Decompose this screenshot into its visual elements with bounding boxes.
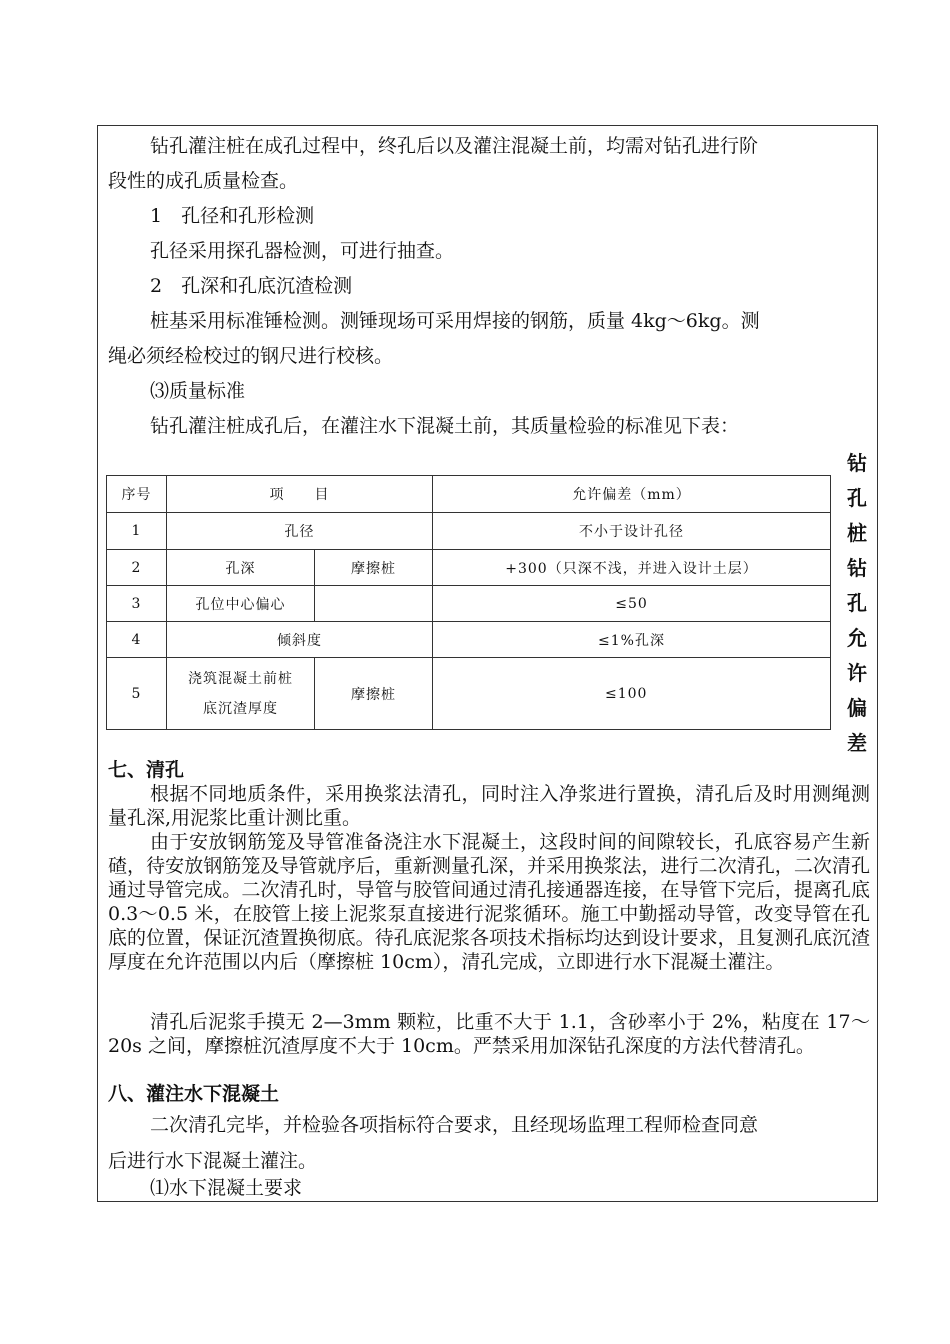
caption-char: 桩 [847, 521, 867, 545]
section8-subtitle: ⑴水下混凝土要求 [150, 1177, 303, 1199]
table-row [107, 658, 831, 730]
cell-item-line1: 浇筑混凝土前桩 [188, 670, 293, 687]
caption-char: 差 [847, 731, 867, 755]
header-tolerance: 允许偏差（mm） [433, 476, 831, 513]
item2-text-line2: 绳必须经检校过的钢尺进行校核。 [108, 345, 394, 367]
section7-paragraph1: 根据不同地质条件，采用换浆法清孔，同时注入净浆进行置换，清孔后及时用测绳测量孔深,用泥浆比重计测比重。 [108, 783, 870, 829]
caption-char: 偏 [847, 696, 867, 720]
table-row [107, 586, 831, 622]
cell-sub: 摩擦桩 [315, 550, 433, 586]
section7-title: 七、清孔 [108, 759, 185, 781]
cell-no: 5 [107, 658, 167, 730]
item1-text: 孔径采用探孔器检测，可进行抽查。 [150, 240, 455, 262]
cell-no: 3 [107, 586, 167, 622]
cell-item: 孔深 [167, 550, 315, 586]
cell-sub: 摩擦桩 [315, 658, 433, 730]
header-no: 序号 [107, 476, 167, 513]
caption-char: 许 [847, 661, 867, 685]
table-row [107, 513, 831, 550]
cell-item: 孔位中心偏心 [167, 586, 315, 622]
cell-item: 孔径 [167, 513, 433, 550]
table-header-row [107, 476, 831, 513]
table-row [107, 550, 831, 586]
cell-sub [315, 586, 433, 622]
caption-char: 钻 [847, 451, 867, 475]
caption-char: 孔 [847, 591, 867, 615]
section8-paragraph-line2: 后进行水下混凝土灌注。 [108, 1150, 318, 1172]
section7-paragraph2: 由于安放钢筋笼及导管准备浇注水下混凝土，这段时间的间隙较长，孔底容易产生新碴，待安放钢筋笼及导管就序后，重新测量孔深，并采用换浆法，进行二次清孔，二次清孔通过导管完成。二次清孔时，导管与胶管间通过清孔接通器连接，在导管下完后，提离孔底 0.3～0.5 米，在胶管上接上泥浆泵直接进行泥浆循环。施工中勤摇动导管，改变导管在孔底的位置，保证沉渣置换彻底。待孔底泥浆各项技术指标均达到设计要求，且复测孔底沉渣厚度在允许范围以内后（摩擦桩 10cm），清孔完成，立即进行水下混凝土灌注。 [108, 831, 870, 973]
section8-paragraph-line1: 二次清孔完毕，并检验各项指标符合要求，且经现场监理工程师检查同意 [150, 1114, 759, 1136]
cell-item [167, 658, 315, 730]
quality-title: ⑶质量标准 [150, 380, 246, 402]
item1-title: 1 孔径和孔形检测 [150, 205, 315, 227]
cell-tolerance: ≤1%孔深 [433, 622, 831, 658]
tolerance-table [106, 475, 831, 730]
table-row [107, 622, 831, 658]
quality-text: 钻孔灌注桩成孔后，在灌注水下混凝土前，其质量检验的标准见下表： [150, 415, 740, 437]
intro-paragraph-line2: 段性的成孔质量检查。 [108, 170, 299, 192]
intro-paragraph-line1: 钻孔灌注桩在成孔过程中，终孔后以及灌注混凝土前，均需对钻孔进行阶 [150, 135, 759, 157]
table-caption [842, 446, 872, 761]
section7-paragraph3: 清孔后泥浆手摸无 2—3mm 颗粒，比重不大于 1.1，含砂率小于 2%，粘度在 17～20s 之间，摩擦桩沉渣厚度不大于 10cm。严禁采用加深钻孔深度的方法代替清孔。 [108, 1011, 870, 1057]
item2-title: 2 孔深和孔底沉渣检测 [150, 275, 353, 297]
cell-item-line2: 底沉渣厚度 [203, 700, 278, 717]
item2-text-line1: 桩基采用标准锤检测。测锤现场可采用焊接的钢筋，质量 4kg～6kg。测 [150, 310, 760, 332]
cell-no: 2 [107, 550, 167, 586]
cell-item: 倾斜度 [167, 622, 433, 658]
cell-no: 1 [107, 513, 167, 550]
section8-title: 八、灌注水下混凝土 [108, 1083, 280, 1105]
cell-tolerance: ≤100 [433, 658, 831, 730]
caption-char: 孔 [847, 486, 867, 510]
cell-tolerance: ≤50 [433, 586, 831, 622]
caption-char: 允 [847, 626, 867, 650]
cell-tolerance: 不小于设计孔径 [433, 513, 831, 550]
header-item: 项 目 [167, 476, 433, 513]
caption-char: 钻 [847, 556, 867, 580]
cell-no: 4 [107, 622, 167, 658]
cell-tolerance: +300（只深不浅，并进入设计土层） [433, 550, 831, 586]
